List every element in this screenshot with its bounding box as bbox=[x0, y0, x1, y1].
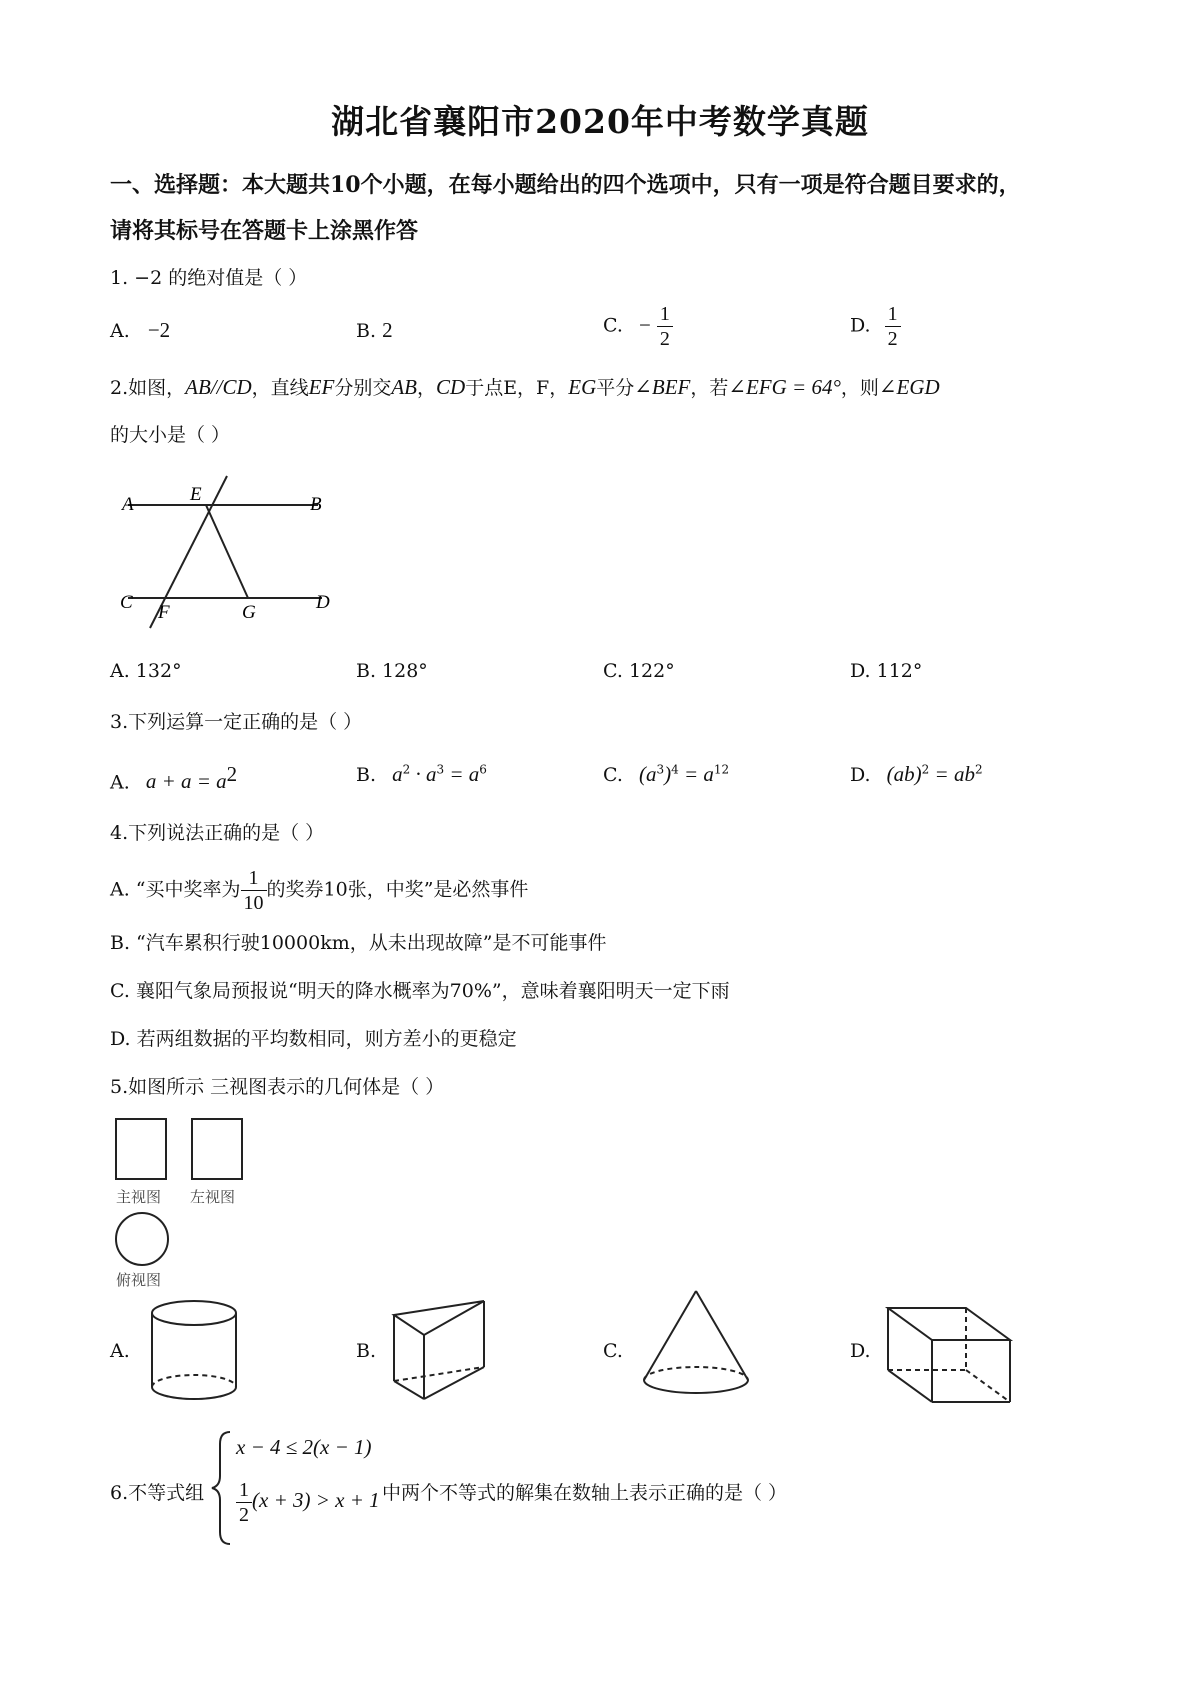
q3-stem: 3.下列运算一定正确的是（ ） bbox=[110, 711, 363, 733]
q1-stem: 1. −2 的绝对值是（ ） bbox=[110, 267, 308, 289]
q4-option-c: C. 襄阳气象局预报说“明天的降水概率为70%”，意味着襄阳明天一定下雨 bbox=[110, 980, 730, 1002]
q1-a-value: −2 bbox=[147, 318, 171, 342]
q2-option-d: D. 112° bbox=[850, 660, 923, 682]
q4-a-text: 的奖券10张，中奖”是必然事件 bbox=[266, 878, 529, 901]
q4-option-d: D. 若两组数据的平均数相同，则方差小的更稳定 bbox=[110, 1028, 517, 1050]
q3-b-exp: 3 bbox=[436, 762, 445, 777]
q5-option-c-cone bbox=[636, 1285, 756, 1405]
q1-c-fraction bbox=[657, 302, 673, 351]
left-view-label: 左视图 bbox=[190, 1190, 236, 1206]
q1-d-numerator: 1 bbox=[885, 302, 901, 327]
q5-option-a-label: A. bbox=[110, 1340, 130, 1362]
q2-text: 分别交 bbox=[334, 377, 392, 399]
q2-text: 于点E，F， bbox=[465, 377, 569, 399]
q3-c-exp: 3 bbox=[656, 762, 665, 777]
q2-text: ，则 bbox=[840, 377, 879, 399]
q1-c-denominator: 2 bbox=[659, 328, 670, 350]
label-d: D bbox=[316, 592, 330, 613]
q1-b-value: 2 bbox=[382, 318, 393, 342]
page-title: 湖北省襄阳市2020年中考数学真题 bbox=[331, 102, 869, 141]
front-view-rect bbox=[116, 1119, 166, 1179]
q3-b-expr: = a bbox=[444, 762, 480, 786]
q5-option-b-label: B. bbox=[356, 1340, 377, 1362]
q1-option-c bbox=[603, 302, 673, 351]
q2-stem-line1 bbox=[110, 373, 940, 400]
q3-option-b bbox=[356, 762, 487, 787]
q3-d-label: D. bbox=[850, 764, 871, 786]
section-heading-line2: 请将其标号在答题卡上涂黑作答 bbox=[110, 218, 419, 244]
q1-c-sign: − bbox=[638, 312, 651, 337]
q6-pre: 6.不等式组 bbox=[110, 1482, 205, 1504]
q3-option-c bbox=[603, 762, 729, 787]
q2-option-a: A. 132° bbox=[110, 660, 182, 682]
q5-option-c-label: C. bbox=[603, 1340, 623, 1362]
q2-ab-cd: AB//CD bbox=[185, 375, 252, 399]
q3-d-exp: 2 bbox=[921, 762, 930, 777]
q6-inequality-1 bbox=[236, 1435, 372, 1460]
top-view-label: 俯视图 bbox=[116, 1273, 162, 1289]
q2-text: 2.如图， bbox=[110, 377, 186, 399]
q2-angle-egd: ∠EGD bbox=[878, 375, 940, 399]
segment-eg bbox=[206, 505, 248, 598]
q3-c-expr: = a bbox=[678, 762, 714, 786]
q6-ineq2-fraction bbox=[236, 1478, 252, 1527]
q1-d-denominator: 2 bbox=[887, 328, 898, 350]
q2-text: 平分 bbox=[596, 377, 635, 399]
left-view-rect bbox=[192, 1119, 242, 1179]
q2-stem-line2: 的大小是（ ） bbox=[110, 424, 231, 446]
q5-option-d-label: D. bbox=[850, 1340, 871, 1362]
q3-a-label: A. bbox=[110, 771, 130, 794]
q1-a-label: A. bbox=[110, 320, 130, 342]
q3-option-d bbox=[850, 762, 983, 787]
q2-cd: CD bbox=[436, 375, 466, 399]
q3-c-label: C. bbox=[603, 764, 623, 786]
q3-b-label: B. bbox=[356, 764, 377, 786]
q3-b-exp: 6 bbox=[479, 762, 487, 777]
q6-brace bbox=[210, 1428, 236, 1548]
label-e: E bbox=[190, 484, 202, 505]
q2-angle-bef: ∠BEF bbox=[634, 375, 691, 399]
q3-c-expr: ) bbox=[664, 762, 672, 786]
q3-b-expr: a bbox=[392, 762, 403, 786]
q4-a-text: A. “买中奖率为 bbox=[110, 878, 241, 901]
q2-text: ，直线 bbox=[251, 377, 309, 399]
q3-a-exponent: 2 bbox=[226, 762, 238, 786]
q4-option-a bbox=[110, 866, 528, 915]
q3-option-a bbox=[110, 762, 237, 794]
q5-option-b-prism bbox=[388, 1295, 498, 1405]
q6-ineq1-expr: x − 4 ≤ 2(x − 1) bbox=[236, 1435, 372, 1459]
q1-c-label: C. bbox=[603, 314, 623, 337]
q2-ab: AB bbox=[391, 375, 417, 399]
q4-option-b: B. “汽车累积行驶10000km，从未出现故障”是不可能事件 bbox=[110, 932, 607, 954]
q3-a-expr: a + a = a bbox=[145, 769, 227, 794]
q1-option-b bbox=[356, 318, 393, 343]
q5-option-d-cuboid bbox=[882, 1300, 1022, 1410]
q3-c-expr: (a bbox=[638, 762, 657, 786]
label-f: F bbox=[158, 602, 170, 623]
q1-b-label: B. bbox=[356, 320, 377, 342]
label-b: B bbox=[310, 494, 322, 515]
q4-a-fraction bbox=[241, 866, 267, 915]
q4-a-denominator: 10 bbox=[243, 892, 264, 914]
q3-d-expr: (ab) bbox=[886, 762, 922, 786]
q3-c-exp: 12 bbox=[713, 762, 730, 777]
q3-c-exp: 4 bbox=[671, 762, 679, 777]
q5-stem: 5.如图所示 三视图表示的几何体是（ ） bbox=[110, 1076, 445, 1098]
q4-a-numerator: 1 bbox=[241, 866, 267, 891]
q3-d-exp: 2 bbox=[974, 762, 983, 777]
label-c: C bbox=[120, 592, 133, 613]
top-view-circle bbox=[116, 1213, 168, 1265]
q1-d-fraction bbox=[885, 302, 901, 351]
q2-text: ，若 bbox=[690, 377, 729, 399]
q1-c-numerator: 1 bbox=[657, 302, 673, 327]
q2-option-c: C. 122° bbox=[603, 660, 675, 682]
q2-figure-parallel-lines bbox=[110, 470, 350, 630]
q5-option-a-cylinder bbox=[140, 1295, 250, 1405]
label-a: A bbox=[122, 494, 134, 515]
q3-d-expr: = ab bbox=[929, 762, 975, 786]
q6-ineq2-expr: (x + 3) > x + 1 bbox=[252, 1488, 380, 1512]
q1-option-d bbox=[850, 302, 901, 351]
q2-eg: EG bbox=[568, 375, 597, 399]
q6-ineq2-numerator: 1 bbox=[236, 1478, 252, 1503]
q1-d-label: D. bbox=[850, 314, 871, 337]
q6-post: 中两个不等式的解集在数轴上表示正确的是（ ） bbox=[382, 1482, 788, 1504]
q2-angle-efg: ∠EFG = 64° bbox=[728, 375, 841, 399]
section-heading-line1: 一、选择题：本大题共10个小题，在每小题给出的四个选项中，只有一项是符合题目要求的， bbox=[110, 172, 1021, 198]
front-view-label: 主视图 bbox=[116, 1190, 162, 1206]
q6-inequality-2 bbox=[236, 1478, 380, 1527]
q1-option-a bbox=[110, 318, 170, 343]
q3-b-expr: · a bbox=[410, 762, 437, 786]
q2-option-b: B. 128° bbox=[356, 660, 428, 682]
q2-ef: EF bbox=[308, 375, 335, 399]
q6-ineq2-denominator: 2 bbox=[239, 1504, 249, 1526]
q5-three-views-figure bbox=[110, 1115, 270, 1295]
q3-b-exp: 2 bbox=[402, 762, 411, 777]
q4-stem: 4.下列说法正确的是（ ） bbox=[110, 822, 325, 844]
label-g: G bbox=[242, 602, 256, 623]
q2-text: ， bbox=[416, 377, 436, 399]
